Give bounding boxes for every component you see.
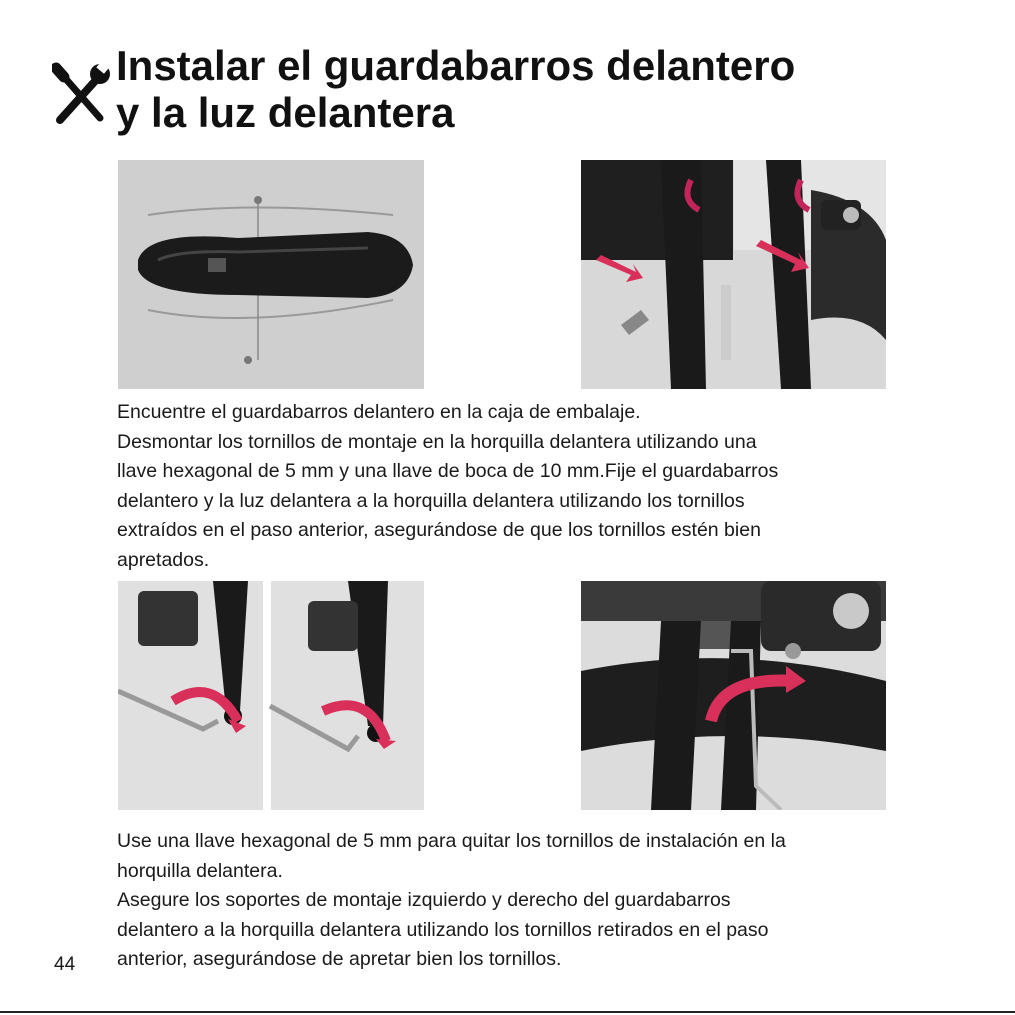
title-line-2: y la luz delantera	[116, 89, 455, 136]
footer-divider	[0, 1011, 1015, 1013]
headlight-bracket-photo	[581, 581, 886, 810]
paragraph-line: Desmontar los tornillos de montaje en la horquilla delantera utilizando una	[117, 430, 757, 453]
fender-photo	[118, 160, 424, 389]
title-line-1: Instalar el guardabarros delantero	[116, 42, 796, 89]
paragraph-line: horquilla delantera.	[117, 859, 283, 882]
instructions-step-1	[117, 398, 937, 575]
paragraph-line: Asegure los soportes de montaje izquierdo y derecho del guardabarros	[117, 889, 731, 911]
instructions-step-2	[117, 827, 937, 975]
paragraph-line: apretados.	[117, 548, 210, 571]
wrench-and-screwdriver-icon	[52, 62, 110, 128]
paragraph-line: extraídos en el paso anterior, asegurándose de que los tornillos estén bien	[117, 519, 761, 541]
paragraph-line: delantero a la horquilla delantera utilizando los tornillos retirados en el paso	[117, 918, 769, 941]
paragraph-line: delantero y la luz delantera a la horquilla delantera utilizando los tornillos	[117, 489, 745, 512]
paragraph-line: Use una llave hexagonal de 5 mm para quitar los tornillos de instalación en la	[117, 830, 786, 852]
paragraph-line: Encuentre el guardabarros delantero en la caja de embalaje.	[117, 401, 641, 423]
paragraph-line: anterior, asegurándose de apretar bien los tornillos.	[117, 948, 562, 970]
page-title	[116, 42, 795, 136]
hex-key-removal-photo	[118, 581, 424, 810]
paragraph-line: llave hexagonal de 5 mm y una llave de boca de 10 mm.Fije el guardabarros	[117, 460, 779, 482]
page-number: 44	[54, 954, 76, 975]
fork-mount-photo	[581, 160, 886, 389]
